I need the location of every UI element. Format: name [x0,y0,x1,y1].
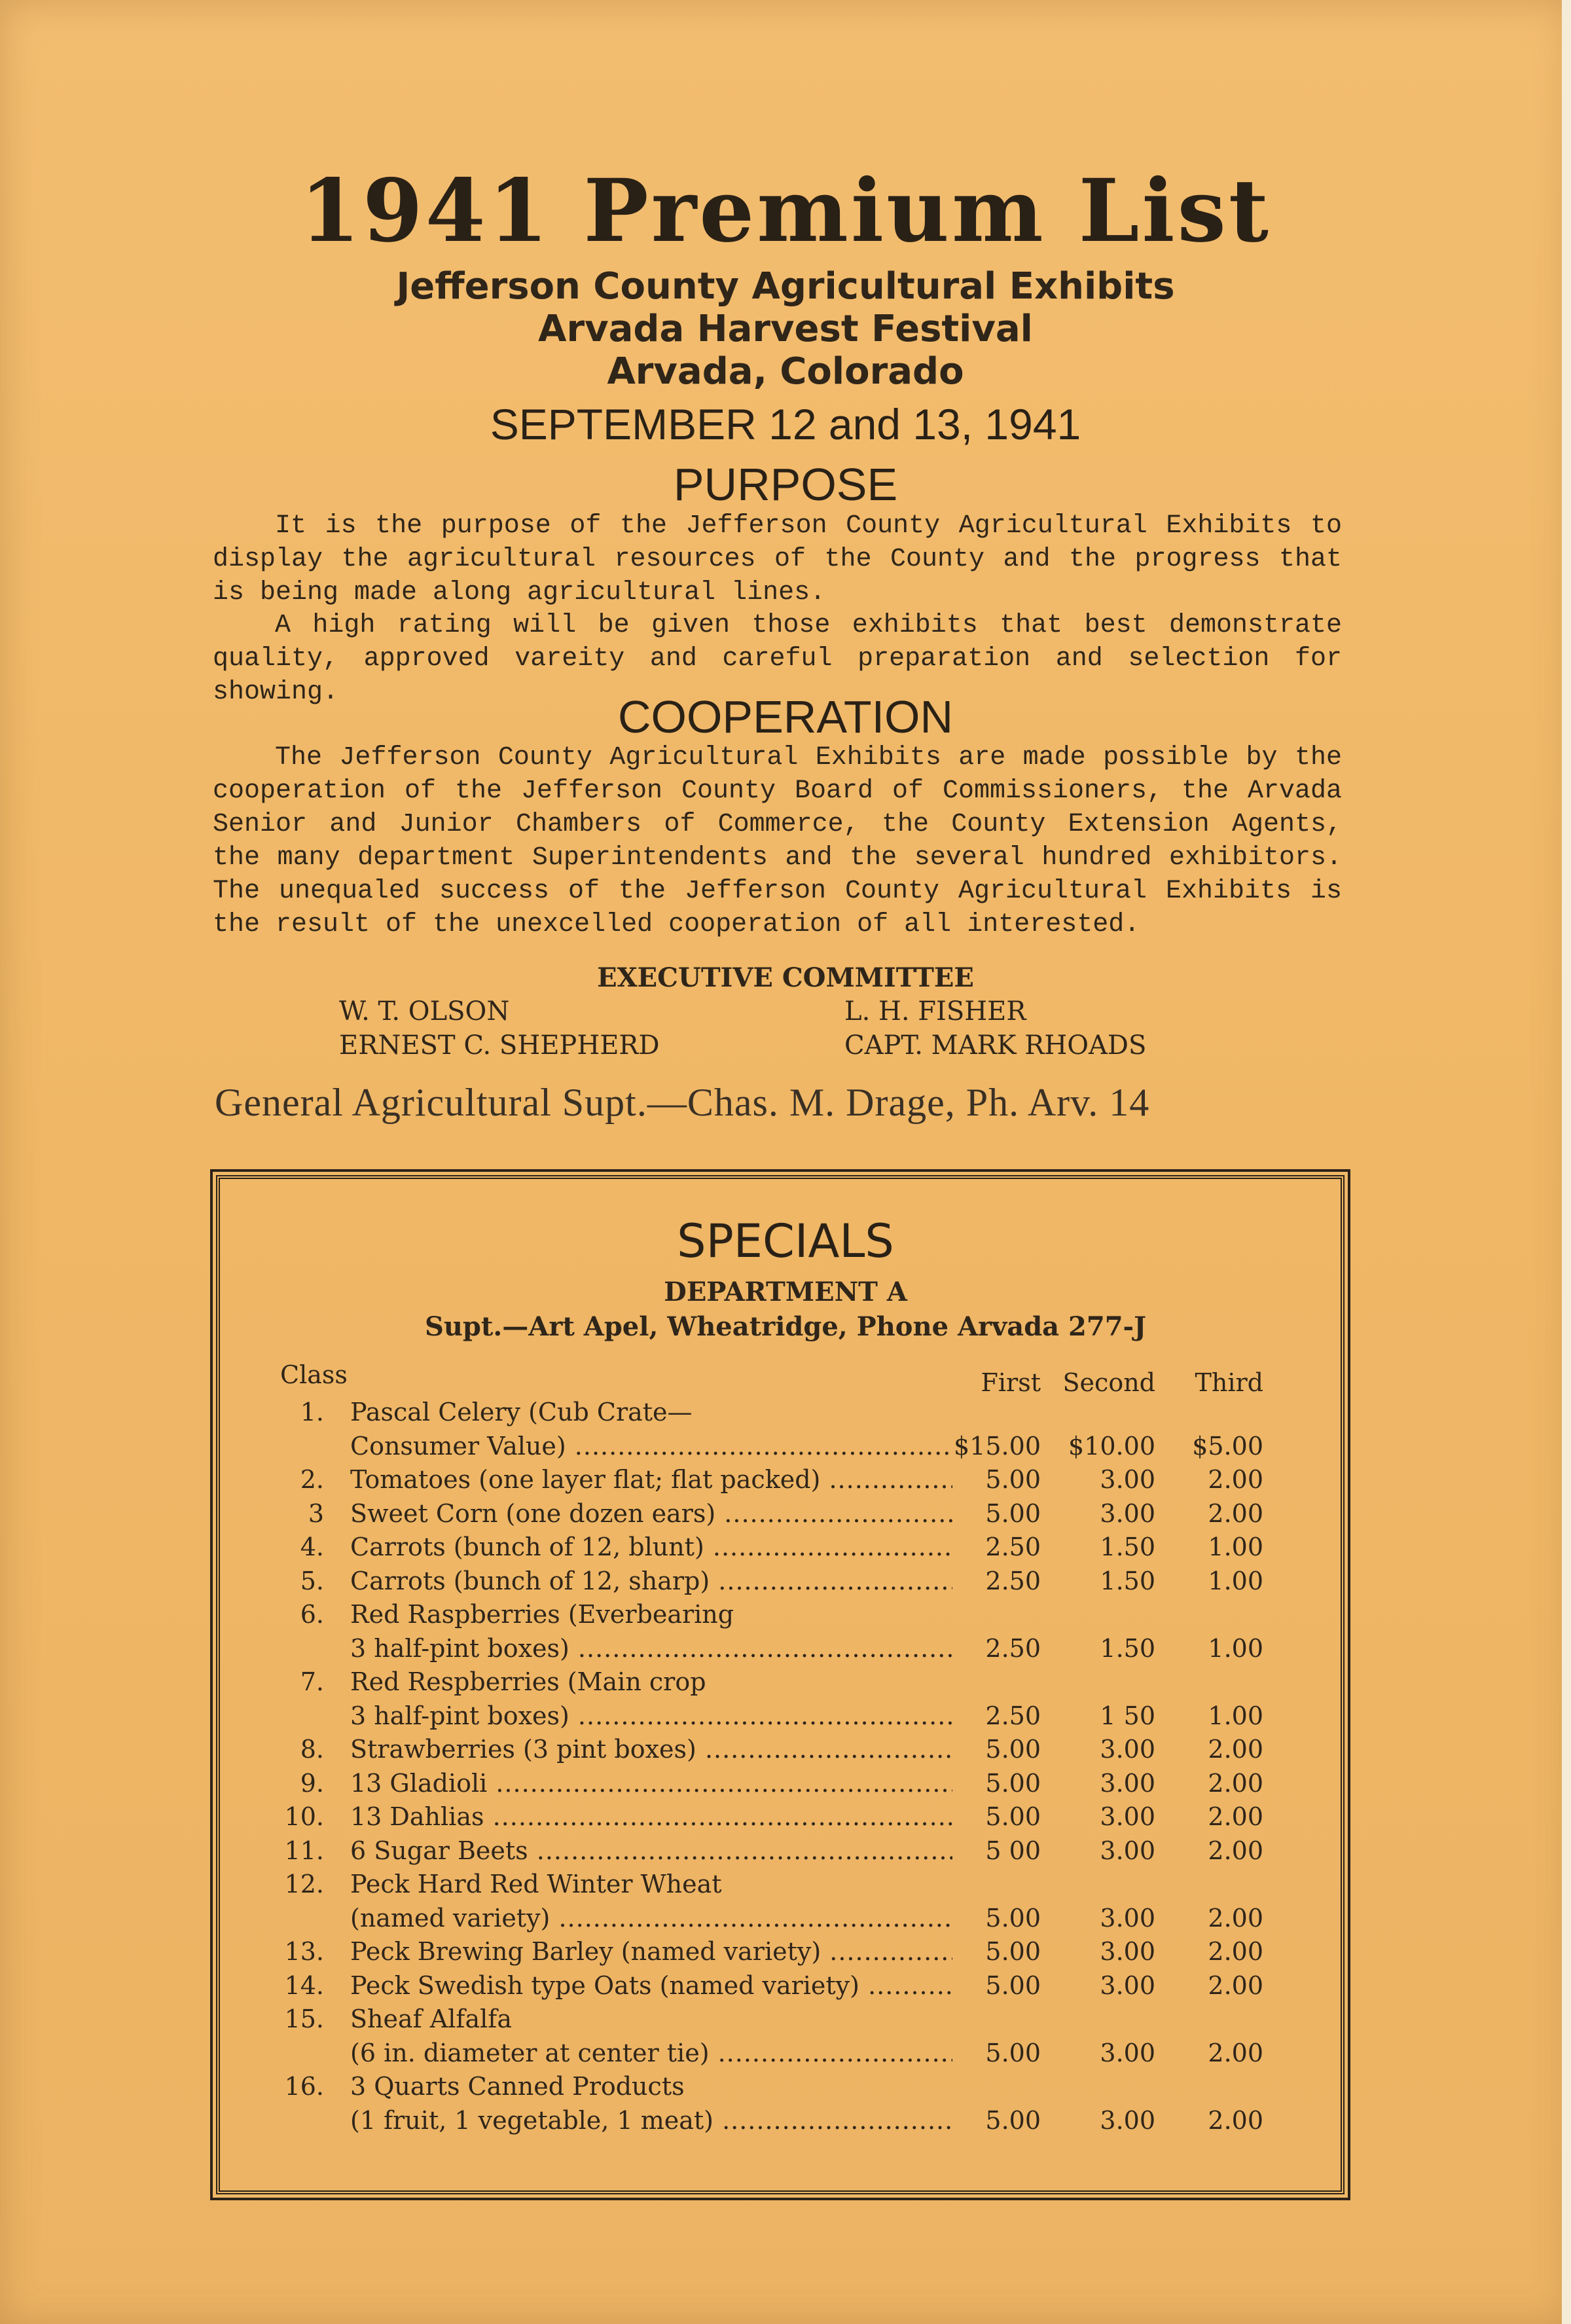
specials-title: SPECIALS [677,1214,894,1268]
page-title: 1941 Premium List [300,160,1271,262]
second-prize: 3.00 [1100,1903,1155,1933]
third-prize: 2.00 [1208,1836,1263,1865]
third-prize: 1.00 [1208,1633,1263,1663]
column-third: Third [1195,1368,1263,1397]
first-prize: 2.50 [985,1566,1041,1595]
table-row [0,1904,1571,1936]
premium-table-header [0,1360,1571,1397]
class-number: 4. [300,1533,324,1561]
class-description: Red Respberries (Main crop [350,1667,706,1696]
table-row [0,1567,1571,1599]
committee-member: L. H. FISHER [844,996,1026,1026]
class-number: 5. [300,1566,324,1595]
class-description: Pascal Celery (Cub Crate— [350,1398,693,1426]
class-number: 16. [284,2072,324,2101]
table-row [0,1667,1571,1700]
first-prize: 5.00 [985,1802,1041,1831]
committee-member: ERNEST C. SHEPHERD [339,1030,660,1061]
third-prize: 2.00 [1208,1768,1263,1798]
first-prize: 5.00 [985,1970,1041,2000]
second-prize: 1.50 [1100,1633,1155,1663]
third-prize: 1.00 [1208,1701,1263,1730]
first-prize: 5 00 [985,1836,1041,1865]
first-prize: 5.00 [985,1937,1041,1966]
table-row [0,1465,1571,1498]
class-number: 14. [284,1970,324,2000]
second-prize: 3.00 [1100,2038,1155,2067]
committee-member: W. T. OLSON [339,996,510,1026]
second-prize: $10.00 [1068,1431,1155,1461]
second-prize: 1 50 [1100,1701,1155,1730]
column-first: First [981,1368,1041,1397]
table-row [0,2106,1571,2139]
third-prize: 2.00 [1208,1465,1263,1494]
class-description: Tomatoes (one layer flat; flat packed) ..... [350,1465,952,1494]
table-row [0,1802,1571,1835]
purpose-paragraph-1: It is the purpose of the Jefferson County Agricultural Exhibits to display the agricultural resources of the County and the progress that is being made along agricultural lines. [213,511,1342,608]
class-number: 12. [284,1870,324,1898]
second-prize: 3.00 [1100,1802,1155,1831]
first-prize: 5.00 [985,1768,1041,1798]
class-description: (6 in. diameter at center tie) ..... [350,2039,952,2067]
third-prize: $5.00 [1192,1431,1263,1461]
third-prize: 2.00 [1208,2038,1263,2067]
first-prize: 5.00 [985,1735,1041,1764]
second-prize: 3.00 [1100,1498,1155,1528]
class-description: (named variety) ..... [350,1904,952,1933]
committee-member: CAPT. MARK RHOADS [844,1030,1147,1061]
first-prize: 5.00 [985,1465,1041,1494]
class-description: Red Raspberries (Everbearing [350,1600,734,1629]
class-description: Peck Swedish type Oats (named variety) ..... [350,1971,952,2000]
subtitle-exhibits: Jefferson County Agricultural Exhibits [396,265,1175,308]
class-description: Sweet Corn (one dozen ears) ..... [350,1499,952,1528]
second-prize: 3.00 [1100,1735,1155,1764]
column-second: Second [1062,1368,1155,1397]
class-number: 9. [300,1768,324,1798]
class-description: Peck Hard Red Winter Wheat [350,1870,722,1898]
second-prize: 3.00 [1100,1465,1155,1494]
class-description: Peck Brewing Barley (named variety) ..... [350,1937,952,1966]
event-dates: SEPTEMBER 12 and 13, 1941 [490,400,1081,448]
second-prize: 3.00 [1100,1836,1155,1865]
column-class: Class [280,1360,348,1389]
table-row [0,1701,1571,1734]
third-prize: 1.00 [1208,1566,1263,1595]
second-prize: 1.50 [1100,1566,1155,1595]
third-prize: 2.00 [1208,1735,1263,1764]
table-row [0,2005,1571,2037]
table-row [0,1432,1571,1464]
first-prize: 2.50 [985,1533,1041,1561]
class-number: 3 [308,1498,324,1528]
table-row [0,2039,1571,2071]
class-number: 13. [284,1937,324,1966]
third-prize: 2.00 [1208,1498,1263,1528]
first-prize: 2.50 [985,1633,1041,1663]
class-number: 15. [284,2005,324,2033]
class-description: 3 Quarts Canned Products [350,2072,685,2101]
class-number: 10. [284,1802,324,1831]
table-row [0,1870,1571,1902]
table-row [0,1735,1571,1768]
third-prize: 2.00 [1208,2105,1263,2135]
class-description: Carrots (bunch of 12, blunt) ..... [350,1533,952,1561]
cooperation-paragraph: The Jefferson County Agricultural Exhibits are made possible by the cooperation of the Jefferson County Board of Commissioners, the Arvada Senior and Junior Chambers of Commerce, the County Extension Agents, the many department Superintendents and the several hundred exhibitors. The unequaled success of the Jefferson County Agricultural Exhibits is the result of the unexcelled cooperation of all interested. [213,743,1342,939]
third-prize: 2.00 [1208,1970,1263,2000]
second-prize: 3.00 [1100,2105,1155,2135]
third-prize: 2.00 [1208,1903,1263,1933]
class-number: 11. [284,1836,324,1865]
first-prize: $15.00 [954,1431,1041,1461]
table-row [0,1398,1571,1430]
class-description: 3 half-pint boxes) ..... [350,1701,952,1730]
first-prize: 5.00 [985,2105,1041,2135]
table-row [0,1769,1571,1802]
table-row [0,1533,1571,1565]
table-row [0,1634,1571,1667]
class-number: 8. [300,1735,324,1764]
class-description: Sheaf Alfalfa [350,2005,512,2033]
class-description: 13 Dahlias ..... [350,1802,952,1831]
class-number: 7. [300,1667,324,1696]
table-row [0,1836,1571,1869]
class-description: 3 half-pint boxes) ..... [350,1634,952,1663]
table-row [0,2072,1571,2105]
table-row [0,1499,1571,1532]
class-number: 2. [300,1465,324,1494]
first-prize: 5.00 [985,2038,1041,2067]
cooperation-heading: COOPERATION [617,691,954,742]
executive-committee-heading: EXECUTIVE COMMITTEE [597,962,974,993]
class-number: 1. [300,1398,324,1426]
second-prize: 3.00 [1100,1937,1155,1966]
table-row [0,1600,1571,1633]
class-description: Consumer Value) ..... [350,1432,952,1461]
third-prize: 1.00 [1208,1533,1263,1561]
second-prize: 3.00 [1100,1970,1155,2000]
class-number: 6. [300,1600,324,1629]
class-description: 13 Gladioli ..... [350,1769,952,1798]
class-description: Strawberries (3 pint boxes) ..... [350,1735,952,1764]
second-prize: 1.50 [1100,1533,1155,1561]
first-prize: 5.00 [985,1903,1041,1933]
first-prize: 5.00 [985,1498,1041,1528]
first-prize: 2.50 [985,1701,1041,1730]
purpose-heading: PURPOSE [673,459,898,510]
second-prize: 3.00 [1100,1768,1155,1798]
purpose-paragraph-2: A high rating will be given those exhibits that best demonstrate quality, approved vareity and careful preparation and selection for showing. [213,611,1342,707]
table-row [0,1971,1571,2004]
table-row [0,1937,1571,1970]
class-description: 6 Sugar Beets ..... [350,1836,952,1865]
class-description: (1 fruit, 1 vegetable, 1 meat) ..... [350,2106,952,2135]
department-label: DEPARTMENT A [664,1277,907,1307]
class-description: Carrots (bunch of 12, sharp) ..... [350,1567,952,1595]
department-superintendent: Supt.—Art Apel, Wheatridge, Phone Arvada 277-J [424,1311,1147,1342]
third-prize: 2.00 [1208,1802,1263,1831]
subtitle-location: Arvada, Colorado [607,350,964,393]
subtitle-festival: Arvada Harvest Festival [538,308,1033,350]
third-prize: 2.00 [1208,1937,1263,1966]
general-superintendent: General Agricultural Supt.—Chas. M. Drage, Ph. Arv. 14 [215,1081,1150,1124]
